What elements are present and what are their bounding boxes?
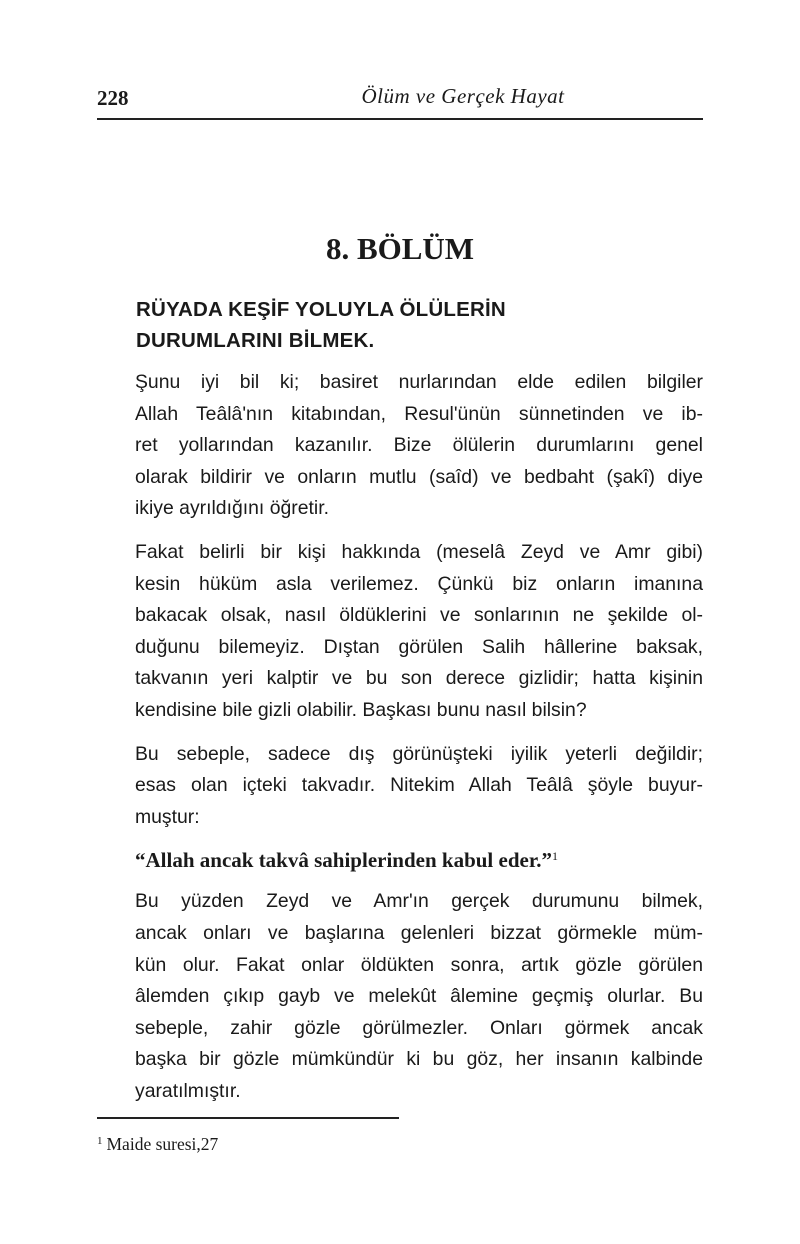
paragraph-2 (97, 537, 703, 727)
quote (97, 845, 703, 876)
text-line: ancak onları ve başlarına gelenleri bizzat görmekle müm- (135, 921, 703, 944)
text-line: Bu yüzden Zeyd ve Amr'ın gerçek durumunu bilmek, (135, 890, 703, 913)
body-text (97, 367, 703, 1119)
paragraph-3 (97, 739, 703, 834)
chapter-title: 8. BÖLÜM (325, 231, 475, 266)
page-header (97, 78, 703, 118)
text-line: takvanın yeri kalptir ve bu son derece gizlidir; hatta kişinin (135, 667, 703, 690)
text-line: başka bir gözle mümkündür ki bu göz, her insanın kalbinde (135, 1048, 703, 1071)
text-line: kün olur. Fakat onlar öldükten sonra, artık gözle görülen (135, 953, 703, 976)
text-line: ret yollarından kazanılır. Bize ölülerin durumlarını genel (135, 434, 703, 457)
text-line: kendisine bile gizli olabilir. Başkası bunu nasıl bilsin? (135, 698, 587, 721)
header-rule (97, 118, 703, 120)
text-line: âlemden çıkıp gayb ve melekût âlemine geçmiş olurlar. Bu (135, 985, 703, 1008)
text-line: Fakat belirli bir kişi hakkında (meselâ Zeyd ve Amr gibi) (135, 540, 703, 563)
text-line: Şunu iyi bil ki; basiret nurlarından elde edilen bilgiler (135, 371, 703, 393)
page-number: 228 (97, 86, 129, 110)
quote-text: “Allah ancak takvâ sahiplerinden kabul eder.” (135, 848, 552, 873)
footnote-number: 1 (97, 1135, 103, 1147)
footnote-rule (97, 1117, 399, 1119)
footnote (97, 1133, 218, 1155)
section-heading-line-2: DURUMLARINI BİLMEK. (136, 329, 375, 352)
text-line: muştur: (135, 805, 200, 828)
paragraph-1 (97, 367, 703, 525)
text-line: Bu sebeple, sadece dış görünüşteki iyilik yeterli değildir; (135, 742, 703, 765)
section-heading (136, 294, 676, 356)
text-line: esas olan içteki takvadır. Nitekim Allah Teâlâ şöyle buyur- (135, 774, 703, 797)
text-line: kesin hüküm asla verilemez. Çünkü biz onların imanına (135, 572, 703, 595)
text-line: ikiye ayrıldığını öğretir. (135, 497, 329, 520)
footnote-text: Maide suresi,27 (106, 1134, 219, 1154)
text-line: bakacak olsak, nasıl öldüklerini ve sonlarının ne şekilde ol- (135, 604, 703, 627)
text-line: olarak bildirir ve onların mutlu (saîd) ve bedbaht (şakî) diye (135, 465, 703, 488)
text-line: Allah Teâlâ'nın kitabından, Resul'ünün sünnetinden ve ib- (135, 402, 703, 425)
text-line: sebeple, zahir gözle görülmezler. Onları görmek ancak (135, 1016, 703, 1039)
text-line: yaratılmıştır. (135, 1079, 241, 1102)
text-line: duğunu bilemeyiz. Dıştan görülen Salih hâllerine baksak, (135, 635, 703, 658)
section-heading-line-1: RÜYADA KEŞİF YOLUYLA ÖLÜLERİN (136, 298, 506, 321)
paragraph-4 (97, 886, 703, 1107)
running-title: Ölüm ve Gerçek Hayat (361, 84, 565, 108)
footnote-reference[interactable]: 1 (552, 849, 558, 864)
